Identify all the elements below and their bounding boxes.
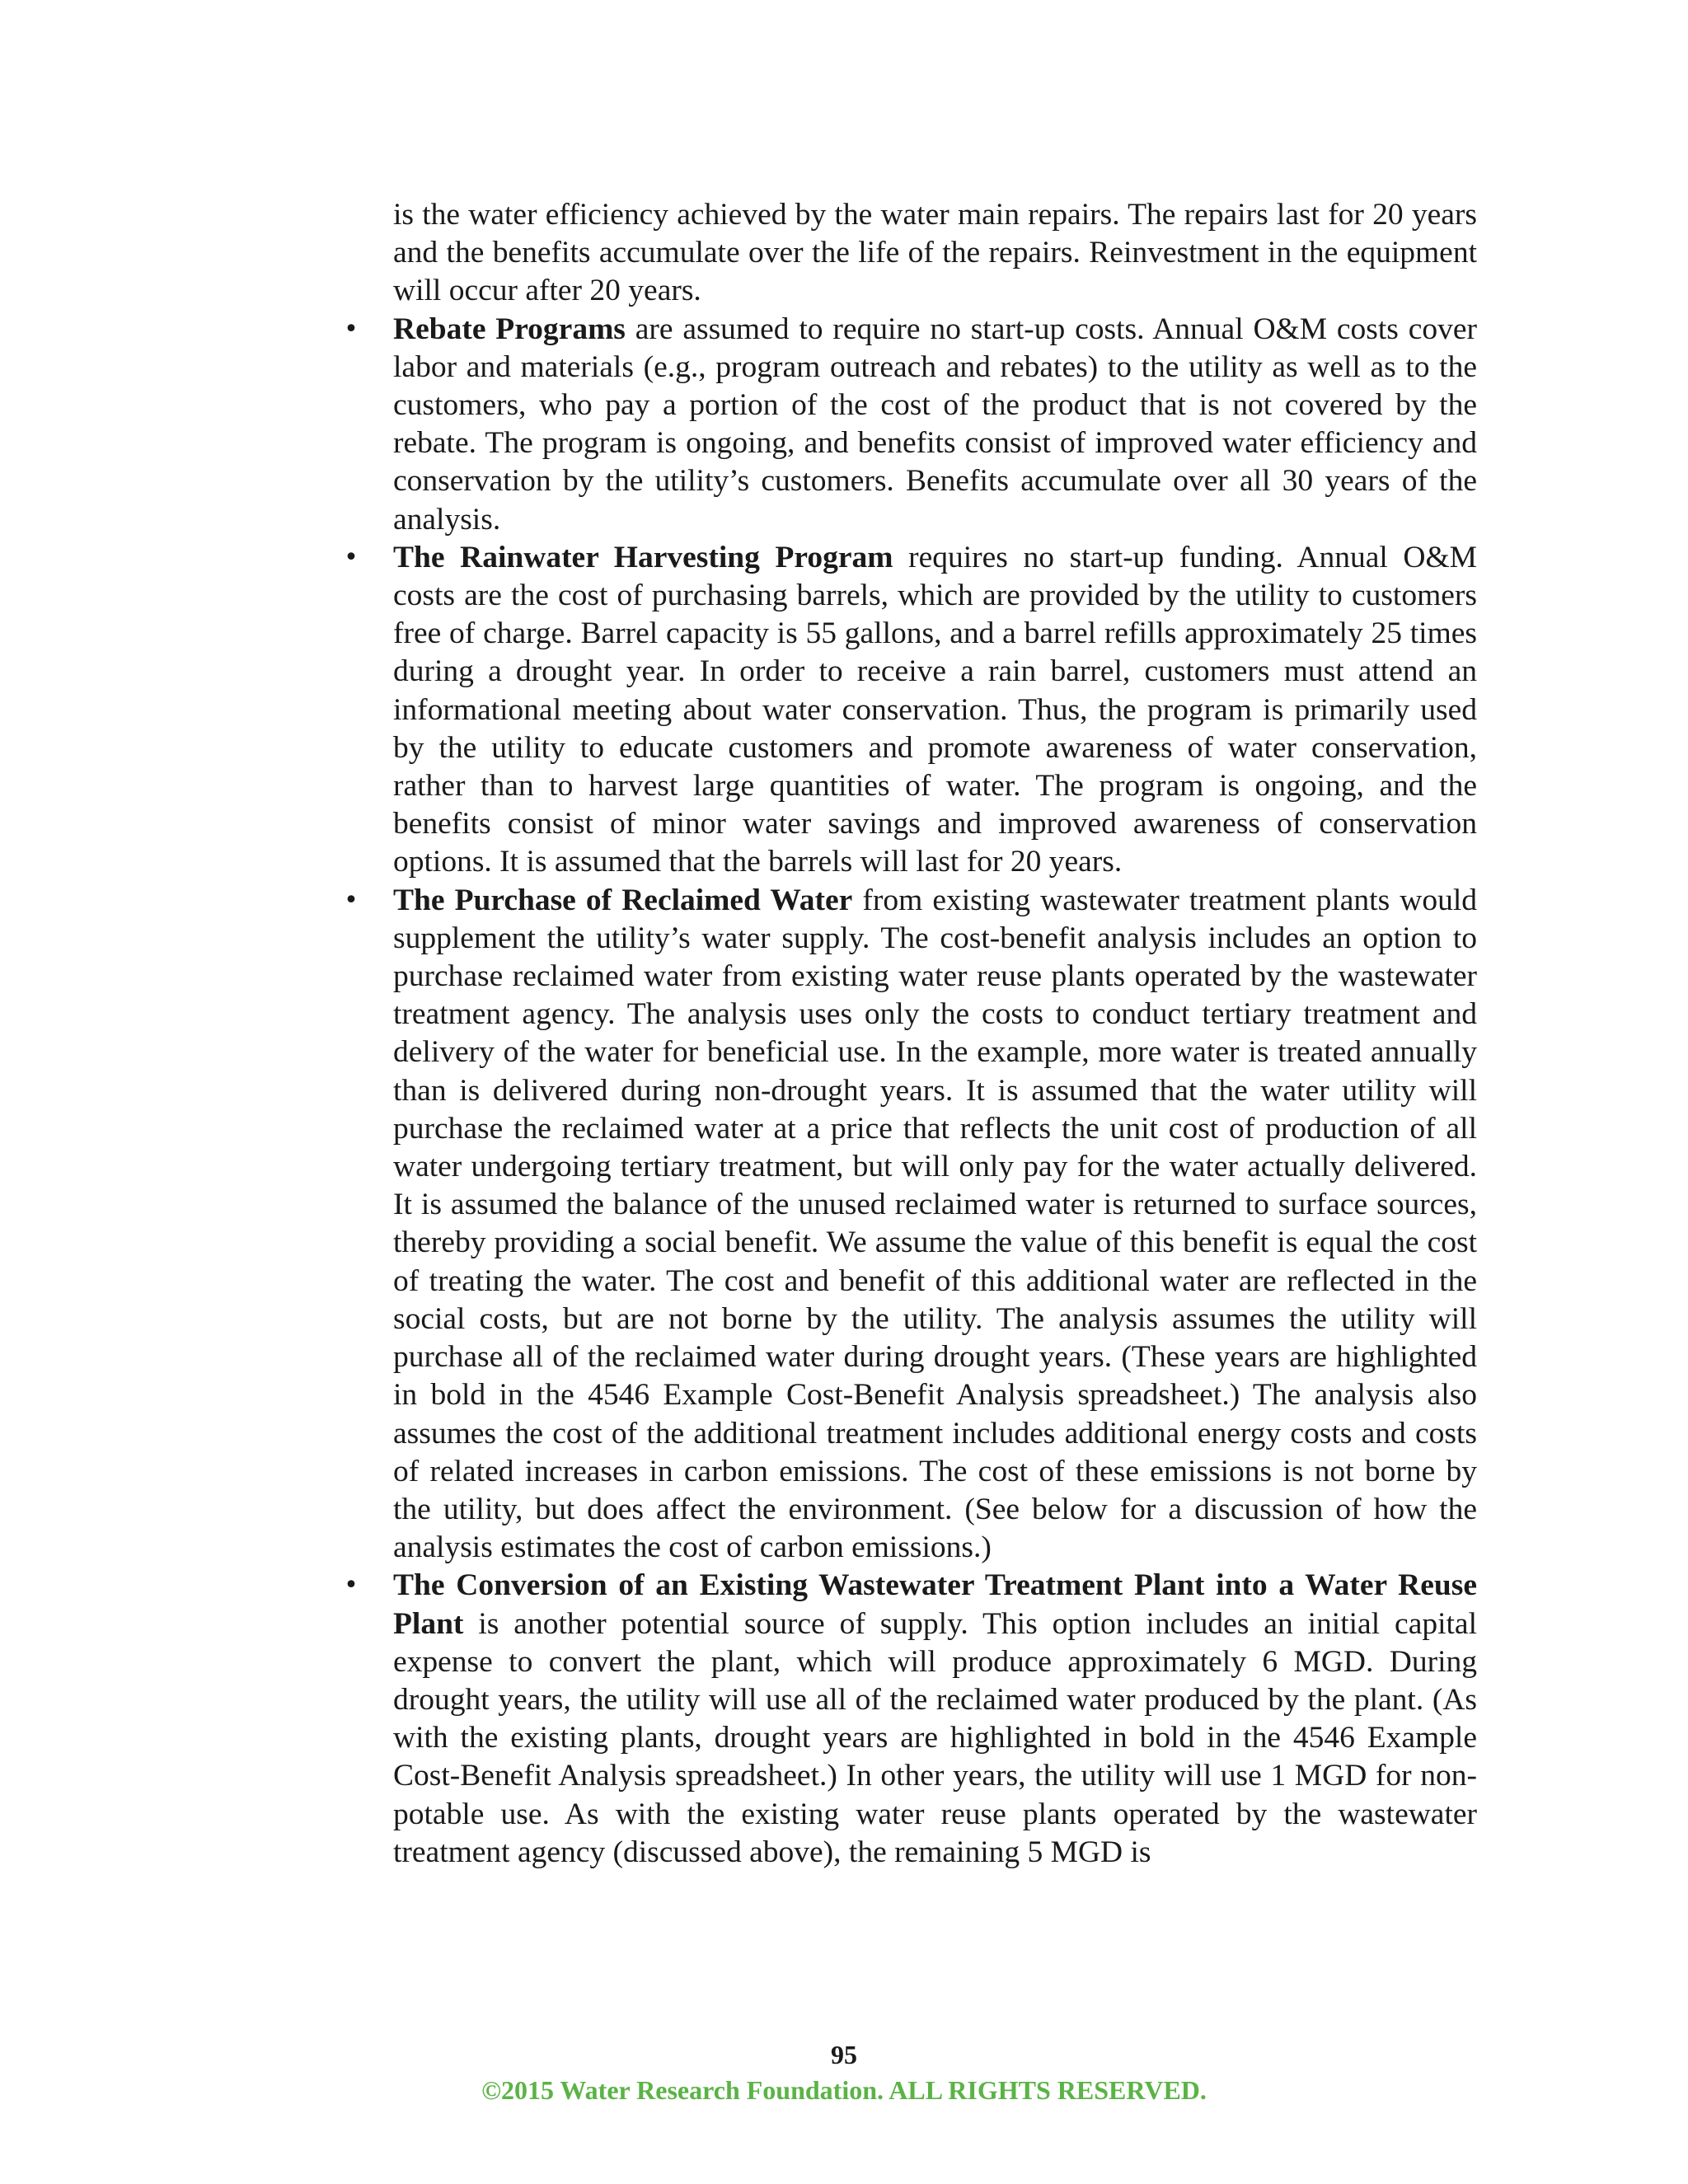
copyright-notice: ©2015 Water Research Foundation. ALL RIGHTS RESERVED. — [481, 2075, 1207, 2105]
list-item-plant-conversion — [344, 1567, 1477, 1872]
list-item-reclaimed-water — [344, 882, 1477, 1568]
bullet-icon: • — [344, 885, 359, 915]
bullet-icon: • — [344, 314, 359, 344]
item-term: Rebate Programs — [393, 312, 626, 346]
list-item-rainwater-harvesting — [344, 539, 1477, 882]
bullet-icon: • — [344, 1571, 359, 1601]
item-text: requires no start-up funding. Annual O&M costs are the cost of purchasing barrels, which are provided by the utility to customers free of charge. Barrel capacity is 55 gallons, and a barrel refills approximately 25 times during a drought year. In order to receive a rain barrel, customers must attend an informational meeting about water conservation. Thus, the program is primarily used by the utility to educate customers and promote awareness of water conservation, rather than to harvest large quantities of water. The program is ongoing, and the benefits consist of minor water savings and improved awareness of conservation options. It is assumed that the barrels will last for 20 years. — [393, 540, 1477, 879]
item-term: The Conversion of an Existing Wastewater Treatment Plant into a Water Reuse Plant — [393, 1568, 1477, 1641]
item-text: are assumed to require no start-up costs. Annual O&M costs cover labor and materials (e.g., program outreach and rebates) to the utility as well as to the customers, who pay a portion of the cost of the product that is not covered by the rebate. The program is ongoing, and benefits consist of improved water efficiency and conservation by the utility’s customers. Benefits accumulate over all 30 years of the analysis. — [393, 312, 1477, 537]
item-text: is another potential source of supply. This option includes an initial capital expense to convert the plant, which will produce approximately 6 MGD. During drought years, the utility will use all of the reclaimed water produced by the plant. (As with the existing plants, drought years are highlighted in bold in the 4546 Example Cost-Benefit Analysis spreadsheet.) In other years, the utility will use 1 MGD for non-potable use. As with the existing water reuse plants operated by the wastewater treatment agency (discussed above), the remaining 5 MGD is — [393, 1606, 1477, 1869]
bullet-icon: • — [344, 542, 359, 572]
page-number: 95 — [831, 2040, 857, 2069]
list-item-rebate-programs — [344, 311, 1477, 539]
item-term: The Rainwater Harvesting Program — [393, 540, 893, 574]
item-text: from existing wastewater treatment plants would supplement the utility’s water supply. The cost-benefit analysis includes an option to purchase reclaimed water from existing water reuse plants operated by the wastewater treatment agency. The analysis uses only the costs to conduct tertiary treatment and delivery of the water for beneficial use. In the example, more water is treated annually than is delivered during non-drought years. It is assumed that the water utility will purchase the reclaimed water at a price that reflects the unit cost of production of all water undergoing tertiary treatment, but will only pay for the water actually delivered. It is assumed the balance of the unused reclaimed water is returned to surface sources, thereby providing a social benefit. We assume the value of this benefit is equal the cost of treating the water. The cost and benefit of this additional water are reflected in the social costs, but are not borne by the utility. The analysis assumes the utility will purchase all of the reclaimed water during drought years. (These years are highlighted in bold in the 4546 Example Cost-Benefit Analysis spreadsheet.) The analysis also assumes the cost of the additional treatment includes additional energy costs and costs of related increases in carbon emissions. The cost of these emissions is not borne by the utility, but does affect the environment. (See below for a discussion of how the analysis estimates the cost of carbon emissions.) — [393, 883, 1477, 1565]
continuation-paragraph: is the water efficiency achieved by the water main repairs. The repairs last for 20 years and the benefits accumulate over the life of the repairs. Reinvestment in the equipment will occur after 20 years. — [393, 198, 1477, 308]
item-term: The Purchase of Reclaimed Water — [393, 883, 853, 917]
bullet-list — [344, 311, 1477, 1872]
body-text — [344, 196, 1477, 1872]
